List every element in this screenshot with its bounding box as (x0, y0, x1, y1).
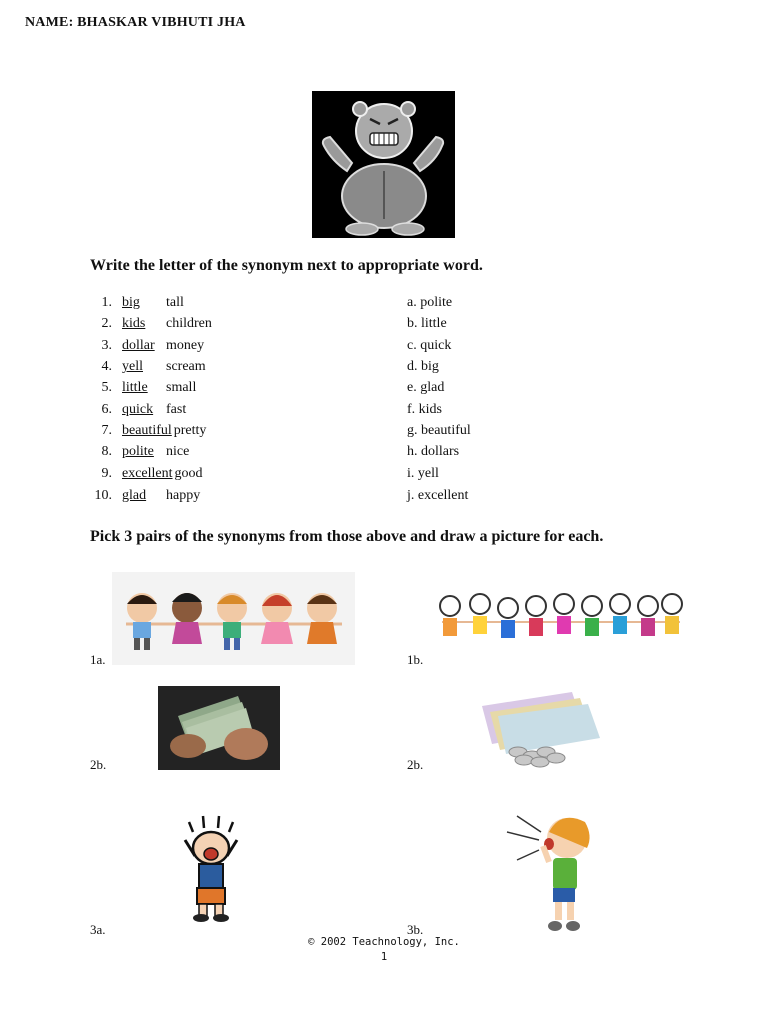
item-number: 10. (94, 488, 112, 503)
option-item: b. little (407, 316, 447, 331)
list-item (90, 379, 196, 397)
answer-blank: little (122, 380, 148, 395)
list-item (90, 358, 206, 376)
page-footer (0, 936, 768, 964)
option-item: e. glad (407, 380, 445, 395)
list-item (90, 465, 203, 483)
matching-instruction: Write the letter of the synonym next to appropriate word. (90, 257, 483, 274)
notes-and-coins-image (476, 686, 606, 770)
drawing-instruction: Pick 3 pairs of the synonyms from those above and draw a picture for each. (90, 528, 604, 545)
picture-label: 3a. (90, 922, 106, 937)
picture-label: 2b. (90, 757, 107, 772)
list-item (90, 294, 184, 312)
item-word: money (166, 338, 205, 353)
kids-holding-hands-image (112, 572, 355, 665)
item-number: 1. (101, 295, 112, 310)
list-item (90, 443, 189, 461)
picture-label: 2b. (407, 757, 424, 772)
option-item: c. quick (407, 338, 452, 353)
list-item (90, 337, 204, 355)
option-item: f. kids (407, 402, 442, 417)
answer-blank: polite (122, 444, 154, 459)
page-number: 1 (380, 951, 388, 963)
picture-label: 1b. (407, 652, 424, 667)
item-word: nice (166, 444, 190, 459)
item-number: 9. (101, 466, 112, 481)
list-item (90, 401, 186, 419)
answer-blank: beautiful (122, 423, 172, 438)
answer-blank: quick (122, 402, 154, 417)
item-number: 8. (101, 444, 112, 459)
answer-blank: kids (122, 316, 146, 331)
item-word: children (166, 316, 212, 331)
list-item (90, 487, 200, 505)
item-number: 3. (101, 338, 112, 353)
picture-label: 3b. (407, 922, 424, 937)
option-item: i. yell (407, 466, 439, 481)
kids-line-image (430, 566, 688, 662)
copyright-text: © 2002 Teachnology, Inc. (308, 936, 460, 948)
item-number: 2. (101, 316, 112, 331)
item-number: 4. (101, 359, 112, 374)
answer-blank: excellent (122, 466, 173, 481)
option-item: h. dollars (407, 444, 460, 459)
counting-dollars-image (158, 686, 280, 770)
item-word: pretty (173, 423, 207, 438)
item-word: happy (166, 488, 201, 503)
item-word: tall (166, 295, 184, 310)
item-word: good (174, 466, 203, 481)
screaming-boy-image (175, 812, 247, 924)
item-number: 6. (101, 402, 112, 417)
answer-blank: yell (122, 359, 143, 374)
answer-blank: dollar (122, 338, 155, 353)
option-item: d. big (407, 359, 439, 374)
picture-label: 1a. (90, 652, 106, 667)
yelling-boy-image (503, 802, 595, 934)
option-item: g. beautiful (407, 423, 471, 438)
option-item: j. excellent (407, 488, 469, 503)
answer-blank: big (122, 295, 140, 310)
list-item (90, 315, 212, 333)
item-word: small (166, 380, 197, 395)
option-item: a. polite (407, 295, 453, 310)
item-word: fast (166, 402, 187, 417)
item-number: 5. (101, 380, 112, 395)
item-number: 7. (101, 423, 112, 438)
item-word: scream (166, 359, 206, 374)
angry-bear-image (312, 91, 455, 238)
list-item (90, 422, 206, 440)
answer-blank: glad (122, 488, 147, 503)
student-name: NAME: BHASKAR VIBHUTI JHA (25, 15, 246, 30)
